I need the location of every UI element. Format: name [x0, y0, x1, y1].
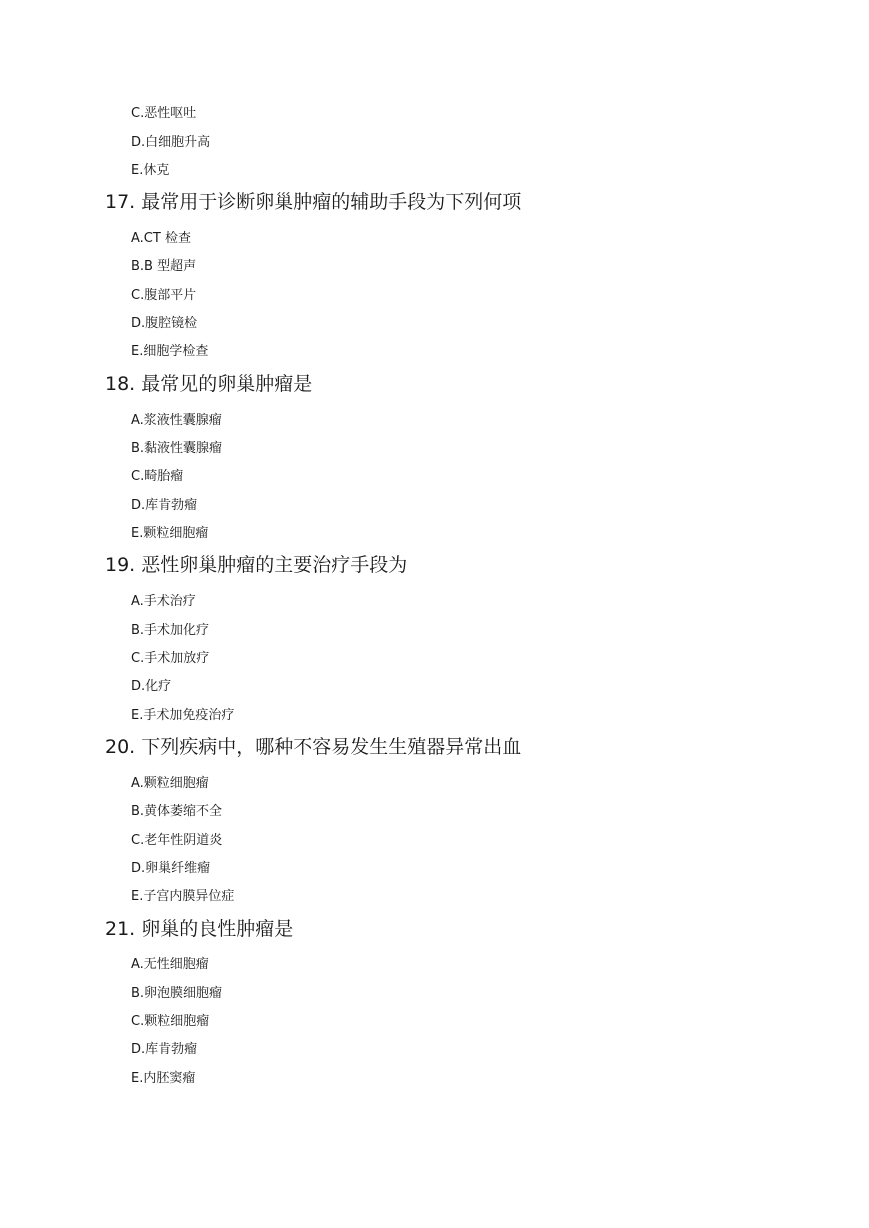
option-item: E.颗粒细胞瘤	[131, 526, 209, 541]
option-item: D.库肯勃瘤	[131, 1042, 198, 1057]
question-title: 20. 下列疾病中，哪种不容易发生生殖器异常出血	[105, 736, 522, 758]
question-title: 17. 最常用于诊断卵巢肿瘤的辅助手段为下列何项	[105, 191, 522, 213]
option-item: E.细胞学检查	[131, 344, 209, 359]
option-item: C.颗粒细胞瘤	[131, 1014, 210, 1029]
option-item: D.卵巢纤维瘤	[131, 861, 211, 876]
option-item: A.无性细胞瘤	[131, 957, 209, 972]
option-item: C.畸胎瘤	[131, 469, 184, 484]
option-item: E.休克	[131, 163, 170, 178]
option-item: C.恶性呕吐	[131, 106, 197, 121]
question-title: 18. 最常见的卵巢肿瘤是	[105, 373, 313, 395]
option-item: D.腹腔镜检	[131, 316, 198, 331]
option-item: B.手术加化疗	[131, 623, 210, 638]
option-item: B.黏液性囊腺瘤	[131, 441, 223, 456]
option-item: A.颗粒细胞瘤	[131, 776, 209, 791]
question-title: 21. 卵巢的良性肿瘤是	[105, 918, 294, 940]
option-item: A.浆液性囊腺瘤	[131, 413, 222, 428]
option-item: D.白细胞升高	[131, 135, 211, 150]
option-item: D.库肯勃瘤	[131, 498, 198, 513]
option-item: D.化疗	[131, 679, 172, 694]
option-item: A.CT 检查	[131, 231, 191, 246]
option-item: A.手术治疗	[131, 594, 196, 609]
question-title: 19. 恶性卵巢肿瘤的主要治疗手段为	[105, 554, 408, 576]
option-item: C.腹部平片	[131, 288, 197, 303]
option-item: E.子宫内膜异位症	[131, 889, 235, 904]
option-item: C.老年性阴道炎	[131, 833, 223, 848]
option-item: B.卵泡膜细胞瘤	[131, 986, 223, 1001]
option-item: E.内胚窦瘤	[131, 1071, 196, 1086]
option-item: C.手术加放疗	[131, 651, 210, 666]
option-item: E.手术加免疫治疗	[131, 708, 235, 723]
option-item: B.黄体萎缩不全	[131, 804, 223, 819]
option-item: B.B 型超声	[131, 259, 197, 274]
